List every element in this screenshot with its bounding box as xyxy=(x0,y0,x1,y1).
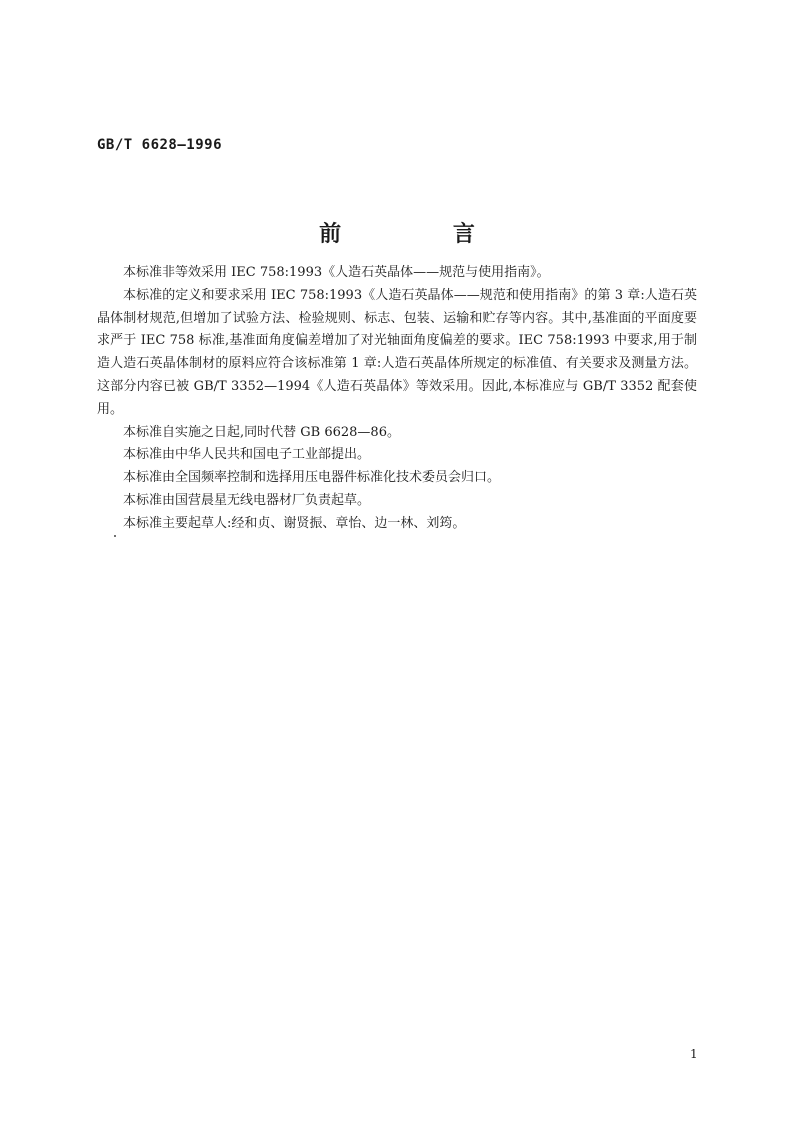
scan-speck xyxy=(114,535,116,537)
standard-code: GB/T 6628—1996 xyxy=(97,137,223,153)
paragraph: 本标准主要起草人:经和贞、谢贤振、章怡、边一林、刘筠。 xyxy=(123,515,466,531)
paragraph: 本标准由国营晨星无线电器材厂负责起草。 xyxy=(123,492,371,508)
paragraph: 本标准非等效采用 IEC 758:1993《人造石英晶体——规范与使用指南》。 xyxy=(123,265,550,280)
paragraph: 本标准由中华人民共和国电子工业部提出。 xyxy=(123,447,371,463)
paragraph: 本标准自实施之日起,同时代替 GB 6628—86。 xyxy=(123,424,400,440)
page-title: 前 言 xyxy=(319,222,527,247)
page-number: 1 xyxy=(690,1047,698,1061)
paragraph: 本标准的定义和要求采用 IEC 758:1993《人造石英晶体——规范和使用指南》的第 3 章:人造石英晶体制材规范,但增加了试验方法、检验规则、标志、包装、运输和贮存等内容。其中,基准面的平面度要求严于 IEC 758 标准,基准面角度偏差增加了对光轴面角度偏差的要求。IEC 758:1993 中要求,用于制造人造石英晶体制材的原料应符合该标准第 1 章:人造石英晶体所规定的标准值、有关要求及测量方法。这部分内容已被 GB/T 3352—1994《人造石英晶体》等效采用。因此,本标准应与 GB/T 3352 配套使用。 xyxy=(97,287,697,417)
foreword-body xyxy=(97,262,697,536)
paragraph: 本标准由全国频率控制和选择用压电器件标准化技术委员会归口。 xyxy=(123,470,501,486)
